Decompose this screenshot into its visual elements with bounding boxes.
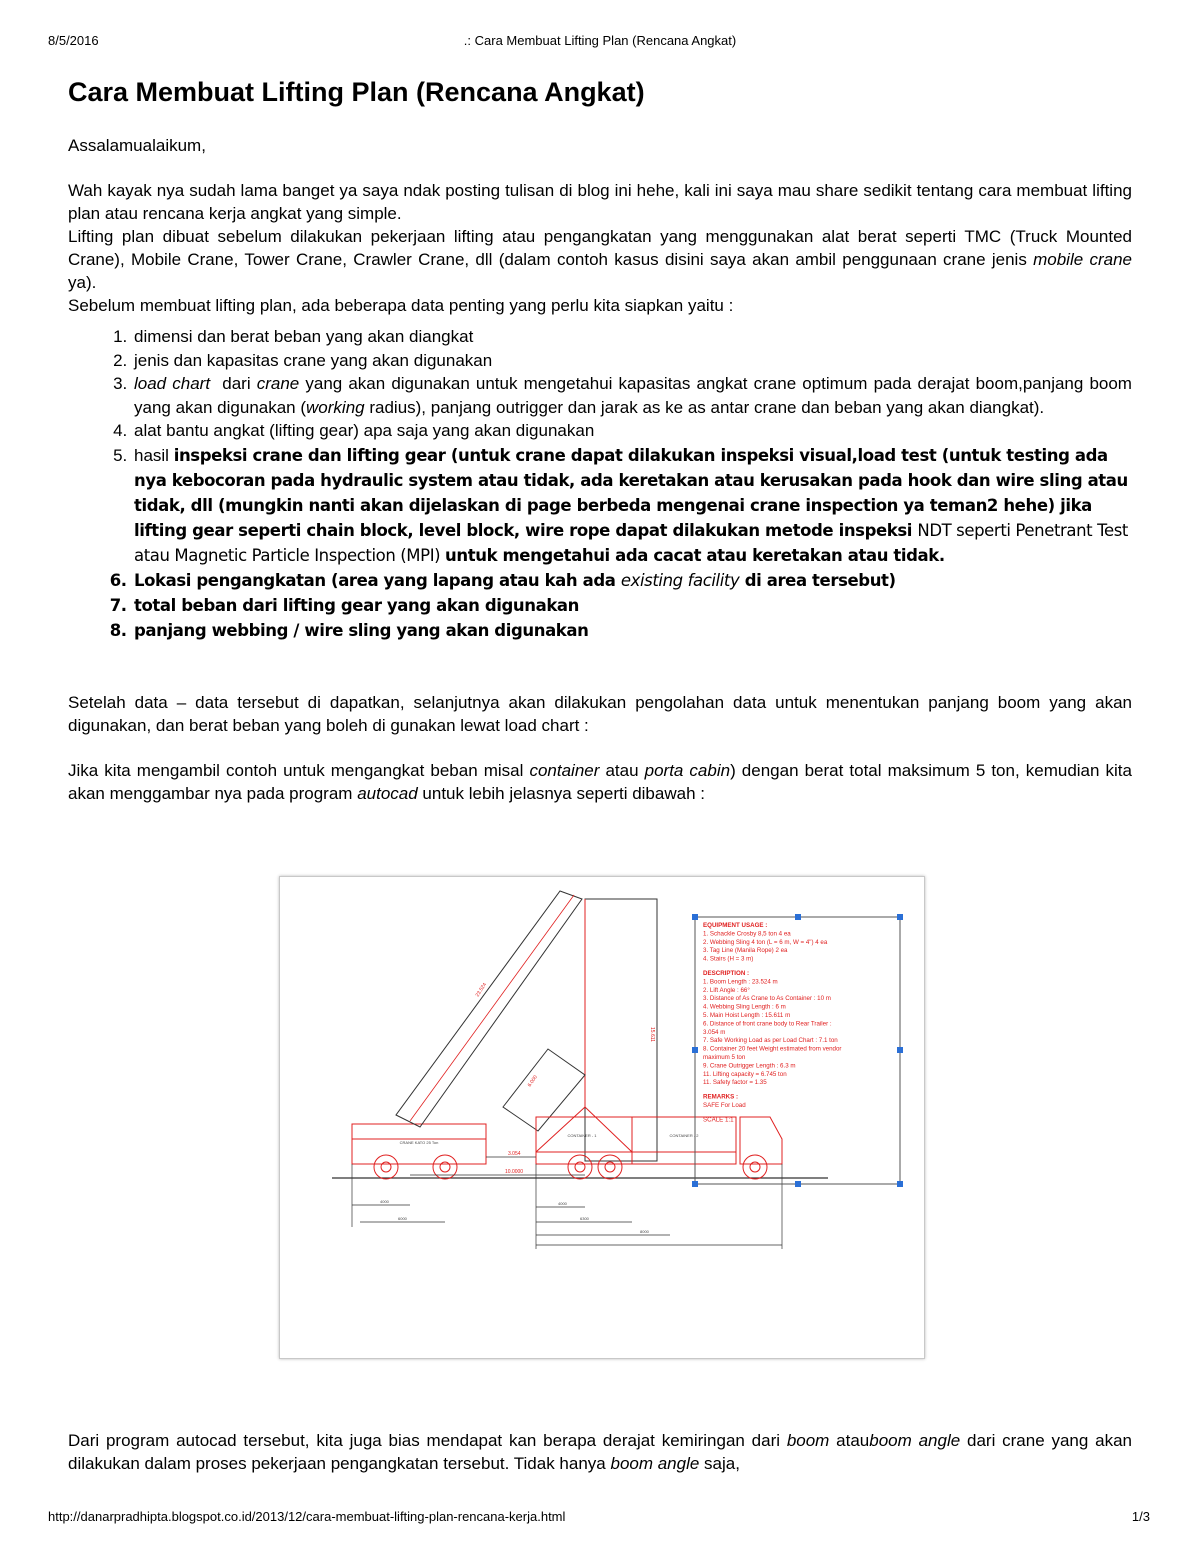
description-line: 8. Container 20 feet Weight estimated from vendor [703, 1045, 842, 1053]
drawing-notes [703, 922, 842, 1123]
autocad-lifting-plan-drawing [279, 876, 925, 1359]
trailer-truck [536, 1117, 782, 1179]
container-2-label: CONTAINER - 2 [669, 1133, 699, 1138]
remarks-line: SAFE For Load [703, 1102, 746, 1109]
article-continued [68, 1429, 1132, 1475]
article-title: Cara Membuat Lifting Plan (Rencana Angkat) [68, 77, 645, 107]
dim-label-c: 4000 [558, 1201, 567, 1206]
description-line: 1. Boom Length : 23.524 m [703, 978, 778, 986]
footer-url: http://danarpradhipta.blogspot.co.id/2013/12/cara-membuat-lifting-plan-rencana-kerja.html [48, 1509, 566, 1524]
list-item: 6. Lokasi pengangkatan (area yang lapang atau kah ada existing facility di area tersebut) [132, 568, 1132, 593]
equipment-line: 3. Tag Line (Manila Rope) 2 ea [703, 947, 788, 955]
dimension-lines [352, 1157, 782, 1249]
description-line: 3.054 m [703, 1028, 726, 1036]
container-1-label: CONTAINER - 1 [567, 1133, 597, 1138]
print-page-title: .: Cara Membuat Lifting Plan (Rencana Angkat) [463, 33, 737, 48]
list-item: 5. hasil inspeksi crane dan lifting gear (untuk crane dapat dilakukan inspeksi visual,load test (untuk testing ada nya kebocoran pada hydraulic system atau tidak, ada keretakan atau kerusakan pada hook dan wire sling atau tidak, dll (mungkin nanti akan dijelaskan di page berbeda mengenai crane inspection ya teman2 hehe) jika lifting gear seperti chain block, level block, wire rope dapat dilakukan metode inspeksi NDT seperti Penetrant Test atau Magnetic Particle Inspection (MPI) untuk mengetahui ada cacat atau keretakan atau tidak. [132, 443, 1132, 568]
front-distance-label: 3.054 [508, 1151, 521, 1157]
print-date: 8/5/2016 [48, 33, 99, 48]
description-line: 9. Crane Outrigger Length : 6.3 m [703, 1062, 796, 1070]
dim-label-e: 8000 [640, 1229, 649, 1234]
equipment-title: EQUIPMENT USAGE : [703, 922, 768, 929]
requirements-list [68, 325, 1132, 643]
paragraph-boom-angle: Dari program autocad tersebut, kita juga bias mendapat kan berapa derajat kemiringan dari boom atauboom angle dari crane yang akan dilakukan dalam proses pekerjaan pengangkatan tersebut. Tidak hanya boom angle saja, [68, 1431, 1133, 1473]
list-item: 8. panjang webbing / wire sling yang akan digunakan [132, 618, 1132, 643]
paragraph-after-list: Setelah data – data tersebut di dapatkan, selanjutnya akan dilakukan pengolahan data untuk menentukan panjang boom yang akan digunakan, dan berat beban yang boleh di gunakan lewat load chart : [68, 692, 1132, 735]
description-line: 5. Main Hoist Length : 15.611 m [703, 1012, 791, 1019]
list-item: 1. dimensi dan berat beban yang akan diangkat [132, 325, 1132, 349]
hoist-frame [585, 899, 657, 1161]
list-item: 2. jenis dan kapasitas crane yang akan digunakan [132, 349, 1132, 373]
footer-page-number: 1/3 [1131, 1509, 1150, 1524]
crane-label: CRANE KATO 25 Ton [399, 1140, 439, 1145]
radius-label: 10.0000 [505, 1169, 524, 1175]
greeting: Assalamualaikum, [68, 136, 206, 155]
description-title: DESCRIPTION : [703, 970, 750, 977]
description-line: 2. Lift Angle : 66° [703, 986, 750, 994]
dim-label-a: 4000 [380, 1199, 389, 1204]
intro-paragraph-3: Sebelum membuat lifting plan, ada beberapa data penting yang perlu kita siapkan yaitu : [68, 296, 734, 315]
description-line: 6. Distance of front crane body to Rear Trailer : [703, 1020, 832, 1028]
list-item: 4. alat bantu angkat (lifting gear) apa saja yang akan digunakan [132, 419, 1132, 443]
scale-line: SCALE 1:1 [703, 1116, 734, 1124]
boom-centerline [410, 895, 574, 1121]
list-item: 3. load chart dari crane yang akan digunakan untuk mengetahui kapasitas angkat crane optimum pada derajat boom,panjang boom yang akan digunakan (working radius), panjang outrigger dan jarak as ke as antar crane dan beban yang akan diangkat). [132, 372, 1132, 419]
intro-paragraph-2: Lifting plan dibuat sebelum dilakukan pekerjaan lifting atau pengangkatan yang menggunakan alat berat seperti TMC (Truck Mounted Crane), Mobile Crane, Tower Crane, Crawler Crane, dll (dalam contoh kasus disini saya akan ambil penggunaan crane jenis mobile crane ya). [68, 227, 1132, 292]
list-item: 7. total beban dari lifting gear yang akan digunakan [132, 593, 1132, 618]
equipment-line: 4. Stairs (H = 3 m) [703, 955, 754, 963]
webbing-sling [536, 1107, 632, 1152]
paragraph-example: Jika kita mengambil contoh untuk mengangkat beban misal container atau porta cabin) dengan berat total maksimum 5 ton, kemudian kita akan menggambar nya pada program autocad untuk lebih jelasnya seperti dibawah : [68, 760, 1132, 803]
boom-length-label: 23.524 [474, 981, 489, 999]
description-line: 3. Distance of As Crane to As Container : 10 m [703, 995, 831, 1003]
intro-paragraph-1: Wah kayak nya sudah lama banget ya saya ndak posting tulisan di blog ini hehe, kali ini saya mau share sedikit tentang cara membuat lifting plan atau rencana kerja angkat yang simple. [68, 181, 1132, 223]
crane-boom [396, 891, 582, 1127]
description-line: 7. Safe Working Load as per Load Chart : 7.1 ton [703, 1037, 838, 1045]
equipment-line: 1. Schackle Crosby 8,5 ton 4 ea [703, 930, 791, 938]
remarks-title: REMARKS : [703, 1093, 739, 1101]
equipment-line: 2. Webbing Sling 4 ton (L = 6 m, W = 4") 4 ea [703, 938, 828, 946]
sling-length-label: 6.000 [526, 1074, 539, 1089]
dim-label-d: 6300 [580, 1216, 589, 1221]
description-line: 4. Webbing Sling Length : 6 m [703, 1003, 786, 1011]
dim-label-b: 6000 [398, 1216, 407, 1221]
description-line: maximum 5 ton [703, 1054, 746, 1061]
description-line: 11. Safety factor = 1.35 [703, 1079, 767, 1087]
article [68, 76, 1132, 805]
hoist-length-label: 15.611 [649, 1027, 655, 1042]
crane-body [352, 1124, 486, 1179]
description-line: 11. Lifting capacity = 6.745 ton [703, 1070, 787, 1078]
